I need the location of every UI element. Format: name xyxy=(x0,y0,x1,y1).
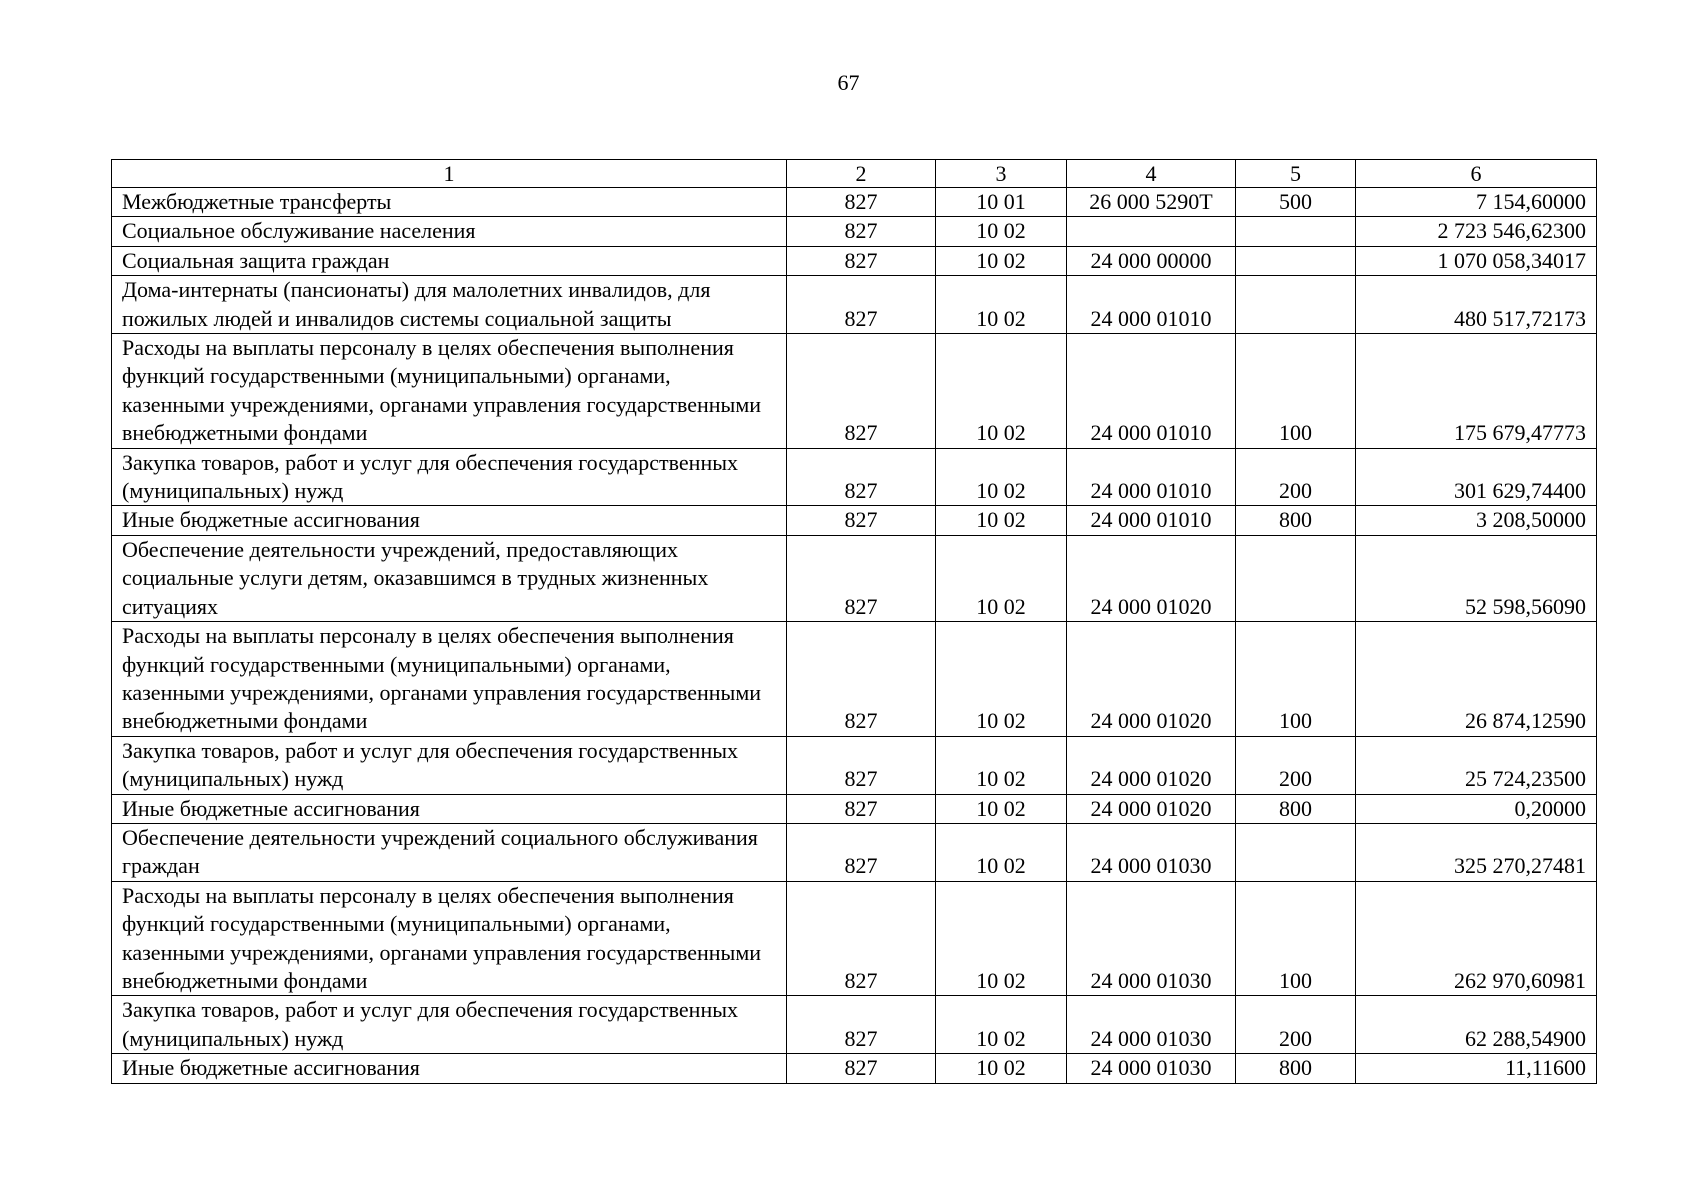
admin-code-cell: 827 xyxy=(787,794,936,823)
amount-cell: 62 288,54900 xyxy=(1356,996,1597,1054)
amount-cell: 11,11600 xyxy=(1356,1054,1597,1083)
section-code-cell: 10 02 xyxy=(936,823,1067,881)
admin-code-cell: 827 xyxy=(787,881,936,996)
target-article-cell xyxy=(1067,217,1236,246)
target-article-cell: 24 000 01030 xyxy=(1067,996,1236,1054)
admin-code-cell: 827 xyxy=(787,823,936,881)
table-row xyxy=(112,736,1597,794)
admin-code-cell: 827 xyxy=(787,188,936,217)
section-code-cell: 10 02 xyxy=(936,217,1067,246)
expense-type-cell: 100 xyxy=(1236,622,1356,737)
page-number: 67 xyxy=(837,70,860,95)
table-row xyxy=(112,506,1597,535)
expense-type-cell: 100 xyxy=(1236,334,1356,449)
target-article-cell: 24 000 00000 xyxy=(1067,246,1236,275)
row-name-cell: Закупка товаров, работ и услуг для обеспечения государственных (муниципальных) нужд xyxy=(112,448,787,506)
section-code-cell: 10 02 xyxy=(936,1054,1067,1083)
table-row xyxy=(112,996,1597,1054)
expense-type-cell: 200 xyxy=(1236,996,1356,1054)
column-header: 1 xyxy=(112,160,787,188)
row-name-cell: Социальное обслуживание населения xyxy=(112,217,787,246)
section-code-cell: 10 02 xyxy=(936,334,1067,449)
expense-type-cell: 800 xyxy=(1236,506,1356,535)
target-article-cell: 24 000 01020 xyxy=(1067,736,1236,794)
amount-cell: 325 270,27481 xyxy=(1356,823,1597,881)
target-article-cell: 24 000 01010 xyxy=(1067,448,1236,506)
row-name-cell: Обеспечение деятельности учреждений, предоставляющих социальные услуги детям, оказавшимся в трудных жизненных ситуациях xyxy=(112,535,787,621)
row-name-cell: Иные бюджетные ассигнования xyxy=(112,506,787,535)
expense-type-cell: 500 xyxy=(1236,188,1356,217)
section-code-cell: 10 01 xyxy=(936,188,1067,217)
amount-cell: 301 629,74400 xyxy=(1356,448,1597,506)
expense-type-cell: 200 xyxy=(1236,448,1356,506)
table-row xyxy=(112,334,1597,449)
section-code-cell: 10 02 xyxy=(936,506,1067,535)
admin-code-cell: 827 xyxy=(787,334,936,449)
table-row xyxy=(112,448,1597,506)
header-row xyxy=(112,160,1597,188)
expense-type-cell: 800 xyxy=(1236,794,1356,823)
row-name-cell: Закупка товаров, работ и услуг для обеспечения государственных (муниципальных) нужд xyxy=(112,736,787,794)
table-row xyxy=(112,1054,1597,1083)
admin-code-cell: 827 xyxy=(787,246,936,275)
admin-code-cell: 827 xyxy=(787,622,936,737)
amount-cell: 7 154,60000 xyxy=(1356,188,1597,217)
amount-cell: 2 723 546,62300 xyxy=(1356,217,1597,246)
section-code-cell: 10 02 xyxy=(936,276,1067,334)
row-name-cell: Закупка товаров, работ и услуг для обеспечения государственных (муниципальных) нужд xyxy=(112,996,787,1054)
admin-code-cell: 827 xyxy=(787,535,936,621)
column-header: 4 xyxy=(1067,160,1236,188)
amount-cell: 3 208,50000 xyxy=(1356,506,1597,535)
expense-type-cell: 100 xyxy=(1236,881,1356,996)
table-row xyxy=(112,535,1597,621)
amount-cell: 480 517,72173 xyxy=(1356,276,1597,334)
admin-code-cell: 827 xyxy=(787,217,936,246)
amount-cell: 26 874,12590 xyxy=(1356,622,1597,737)
target-article-cell: 24 000 01030 xyxy=(1067,881,1236,996)
section-code-cell: 10 02 xyxy=(936,881,1067,996)
table-row xyxy=(112,622,1597,737)
amount-cell: 25 724,23500 xyxy=(1356,736,1597,794)
row-name-cell: Социальная защита граждан xyxy=(112,246,787,275)
target-article-cell: 24 000 01030 xyxy=(1067,1054,1236,1083)
section-code-cell: 10 02 xyxy=(936,996,1067,1054)
column-header: 6 xyxy=(1356,160,1597,188)
table-row xyxy=(112,823,1597,881)
table-row xyxy=(112,217,1597,246)
row-name-cell: Иные бюджетные ассигнования xyxy=(112,794,787,823)
section-code-cell: 10 02 xyxy=(936,246,1067,275)
row-name-cell: Обеспечение деятельности учреждений социального обслуживания граждан xyxy=(112,823,787,881)
column-header: 3 xyxy=(936,160,1067,188)
row-name-cell: Расходы на выплаты персоналу в целях обеспечения выполнения функций государственными (муниципальными) органами, казенными учреждениями, органами управления государственными внебюджетными фондами xyxy=(112,334,787,449)
row-name-cell: Расходы на выплаты персоналу в целях обеспечения выполнения функций государственными (муниципальными) органами, казенными учреждениями, органами управления государственными внебюджетными фондами xyxy=(112,622,787,737)
table-body xyxy=(112,188,1597,1084)
row-name-cell: Дома-интернаты (пансионаты) для малолетних инвалидов, для пожилых людей и инвалидов системы социальной защиты xyxy=(112,276,787,334)
column-header: 5 xyxy=(1236,160,1356,188)
admin-code-cell: 827 xyxy=(787,1054,936,1083)
row-name-cell: Расходы на выплаты персоналу в целях обеспечения выполнения функций государственными (муниципальными) органами, казенными учреждениями, органами управления государственными внебюджетными фондами xyxy=(112,881,787,996)
target-article-cell: 24 000 01020 xyxy=(1067,794,1236,823)
amount-cell: 175 679,47773 xyxy=(1356,334,1597,449)
section-code-cell: 10 02 xyxy=(936,622,1067,737)
target-article-cell: 24 000 01010 xyxy=(1067,276,1236,334)
row-name-cell: Иные бюджетные ассигнования xyxy=(112,1054,787,1083)
expense-type-cell xyxy=(1236,535,1356,621)
admin-code-cell: 827 xyxy=(787,736,936,794)
section-code-cell: 10 02 xyxy=(936,794,1067,823)
amount-cell: 1 070 058,34017 xyxy=(1356,246,1597,275)
expense-type-cell: 800 xyxy=(1236,1054,1356,1083)
section-code-cell: 10 02 xyxy=(936,535,1067,621)
table-row xyxy=(112,276,1597,334)
target-article-cell: 24 000 01010 xyxy=(1067,506,1236,535)
target-article-cell: 24 000 01020 xyxy=(1067,622,1236,737)
target-article-cell: 24 000 01030 xyxy=(1067,823,1236,881)
admin-code-cell: 827 xyxy=(787,276,936,334)
admin-code-cell: 827 xyxy=(787,996,936,1054)
expense-type-cell xyxy=(1236,217,1356,246)
amount-cell: 0,20000 xyxy=(1356,794,1597,823)
admin-code-cell: 827 xyxy=(787,448,936,506)
target-article-cell: 26 000 5290Т xyxy=(1067,188,1236,217)
column-header: 2 xyxy=(787,160,936,188)
expense-type-cell: 200 xyxy=(1236,736,1356,794)
expense-type-cell xyxy=(1236,246,1356,275)
admin-code-cell: 827 xyxy=(787,506,936,535)
budget-table xyxy=(111,159,1597,1084)
table-row xyxy=(112,794,1597,823)
table-row xyxy=(112,881,1597,996)
target-article-cell: 24 000 01010 xyxy=(1067,334,1236,449)
expense-type-cell xyxy=(1236,823,1356,881)
amount-cell: 262 970,60981 xyxy=(1356,881,1597,996)
amount-cell: 52 598,56090 xyxy=(1356,535,1597,621)
expense-type-cell xyxy=(1236,276,1356,334)
section-code-cell: 10 02 xyxy=(936,736,1067,794)
row-name-cell: Межбюджетные трансферты xyxy=(112,188,787,217)
table-row xyxy=(112,188,1597,217)
table-row xyxy=(112,246,1597,275)
section-code-cell: 10 02 xyxy=(936,448,1067,506)
target-article-cell: 24 000 01020 xyxy=(1067,535,1236,621)
